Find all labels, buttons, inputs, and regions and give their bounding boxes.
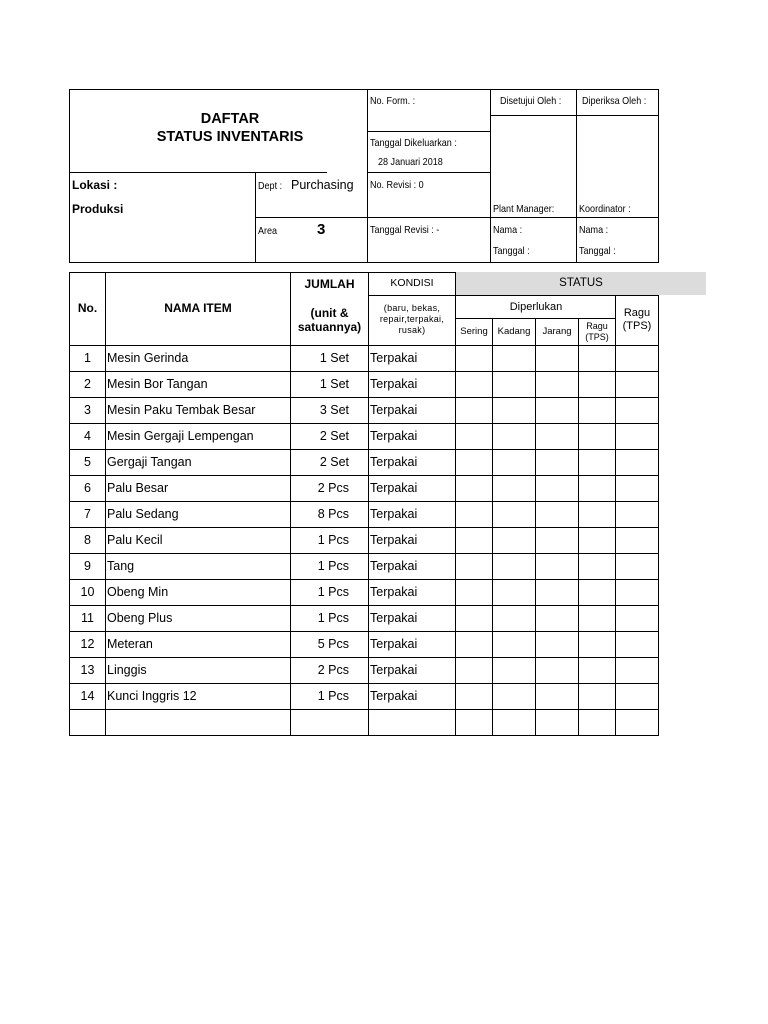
header-ragu-line2: (TPS) [622, 320, 652, 332]
row-jumlah: 1 Pcs [317, 533, 349, 547]
row-item: Tang [107, 559, 135, 573]
row-jumlah: 1 Pcs [317, 585, 349, 599]
row-no: 6 [84, 481, 91, 496]
tanggal-label-approver: Tanggal : [493, 245, 530, 257]
row-item: Meteran [107, 637, 153, 651]
header-ragu-line1: Ragu [623, 307, 651, 319]
row-item: Linggis [107, 663, 147, 677]
tanggal-revisi: Tanggal Revisi : - [370, 224, 440, 236]
lokasi-value: Produksi [72, 202, 124, 216]
row-kondisi: Terpakai [370, 611, 418, 625]
row-kondisi: Terpakai [370, 559, 418, 573]
dept-label: Dept : [258, 180, 283, 192]
row-kondisi: Terpakai [370, 455, 418, 469]
koordinator-label: Koordinator : [579, 203, 631, 215]
row-item: Palu Besar [107, 481, 169, 495]
row-kondisi: Terpakai [370, 507, 418, 521]
row-item: Obeng Min [107, 585, 169, 599]
row-jumlah: 1 Pcs [317, 559, 349, 573]
row-no: 4 [84, 429, 91, 444]
row-kondisi: Terpakai [370, 533, 418, 547]
header-kadang: Kadang [497, 325, 531, 337]
row-no: 9 [84, 559, 91, 574]
tanggal-dikeluarkan-label: Tanggal Dikeluarkan : [370, 137, 457, 149]
row-item: Mesin Bor Tangan [107, 377, 208, 391]
row-item: Palu Sedang [107, 507, 179, 521]
row-item: Obeng Plus [107, 611, 173, 625]
row-no [70, 710, 105, 735]
row-jumlah: 1 Set [319, 351, 349, 365]
row-no: 12 [80, 637, 95, 652]
row-no: 11 [81, 611, 94, 626]
row-no: 10 [80, 585, 95, 600]
header-kondisi-note-line1: (baru, bekas, [383, 303, 441, 313]
diperiksa-oleh-label: Diperiksa Oleh : [582, 95, 647, 107]
plant-manager-label: Plant Manager: [493, 203, 555, 215]
row-jumlah: 8 Pcs [317, 507, 349, 521]
row-no: 8 [84, 533, 91, 548]
header-ragu-sub-line1: Ragu [586, 321, 608, 331]
header-sering: Sering [460, 325, 488, 337]
header-no: No. [77, 301, 98, 316]
header-jarang: Jarang [542, 325, 572, 337]
row-no: 5 [84, 455, 91, 470]
row-jumlah: 2 Pcs [317, 663, 349, 677]
no-revisi: No. Revisi : 0 [370, 179, 424, 191]
header-status: STATUS [559, 277, 603, 289]
area-value: 3 [317, 221, 326, 238]
row-jumlah: 5 Pcs [317, 637, 349, 651]
row-item: Mesin Gerinda [107, 351, 189, 365]
header-kondisi-note-line2: repair,terpakai, [379, 314, 445, 324]
row-item: Gergaji Tangan [107, 455, 192, 469]
row-jumlah: 1 Pcs [317, 611, 349, 625]
row-jumlah: 2 Set [319, 429, 349, 443]
row-kondisi: Terpakai [370, 585, 418, 599]
row-jumlah: 1 Pcs [317, 689, 349, 703]
form-title-line2: STATUS INVENTARIS [156, 129, 304, 145]
row-item: Mesin Paku Tembak Besar [107, 403, 256, 417]
disetujui-oleh-label: Disetujui Oleh : [500, 95, 562, 107]
dept-value: Purchasing [291, 178, 354, 192]
form-title-line1: DAFTAR [200, 111, 260, 127]
row-kondisi: Terpakai [370, 403, 418, 417]
row-kondisi: Terpakai [370, 637, 418, 651]
header-nama-item: NAMA ITEM [164, 301, 232, 316]
no-form-label: No. Form. : [370, 95, 416, 107]
lokasi-label: Lokasi : [72, 178, 118, 192]
row-item: Kunci Inggris 12 [107, 689, 197, 703]
row-item: Mesin Gergaji Lempengan [107, 429, 254, 443]
row-jumlah: 2 Pcs [317, 481, 349, 495]
header-jumlah-line3: satuannya) [297, 320, 362, 334]
nama-label-approver: Nama : [493, 224, 523, 236]
header-diperlukan: Diperlukan [509, 301, 563, 313]
row-kondisi: Terpakai [370, 351, 418, 365]
row-jumlah: 1 Set [319, 377, 349, 391]
row-no: 2 [84, 377, 91, 392]
row-no: 3 [84, 403, 91, 418]
row-kondisi: Terpakai [370, 429, 418, 443]
row-no: 14 [80, 689, 95, 704]
row-jumlah: 3 Set [319, 403, 349, 417]
nama-label-checker: Nama : [579, 224, 609, 236]
row-kondisi: Terpakai [370, 689, 418, 703]
row-no: 1 [84, 351, 91, 366]
row-kondisi: Terpakai [370, 481, 418, 495]
row-no: 13 [80, 663, 95, 678]
tanggal-label-checker: Tanggal : [579, 245, 616, 257]
header-ragu-sub-line2: (TPS) [585, 332, 609, 342]
tanggal-dikeluarkan-value: 28 Januari 2018 [378, 156, 443, 168]
header-jumlah-line2: (unit & [310, 306, 349, 320]
row-jumlah: 2 Set [319, 455, 349, 469]
row-kondisi: Terpakai [370, 663, 418, 677]
row-kondisi: Terpakai [370, 377, 418, 391]
area-label: Area [258, 225, 278, 237]
row-no: 7 [84, 507, 91, 522]
header-jumlah-line1: JUMLAH [304, 277, 355, 291]
header-kondisi: KONDISI [390, 277, 434, 289]
row-item: Palu Kecil [107, 533, 163, 547]
header-kondisi-note-line3: rusak) [398, 325, 426, 335]
